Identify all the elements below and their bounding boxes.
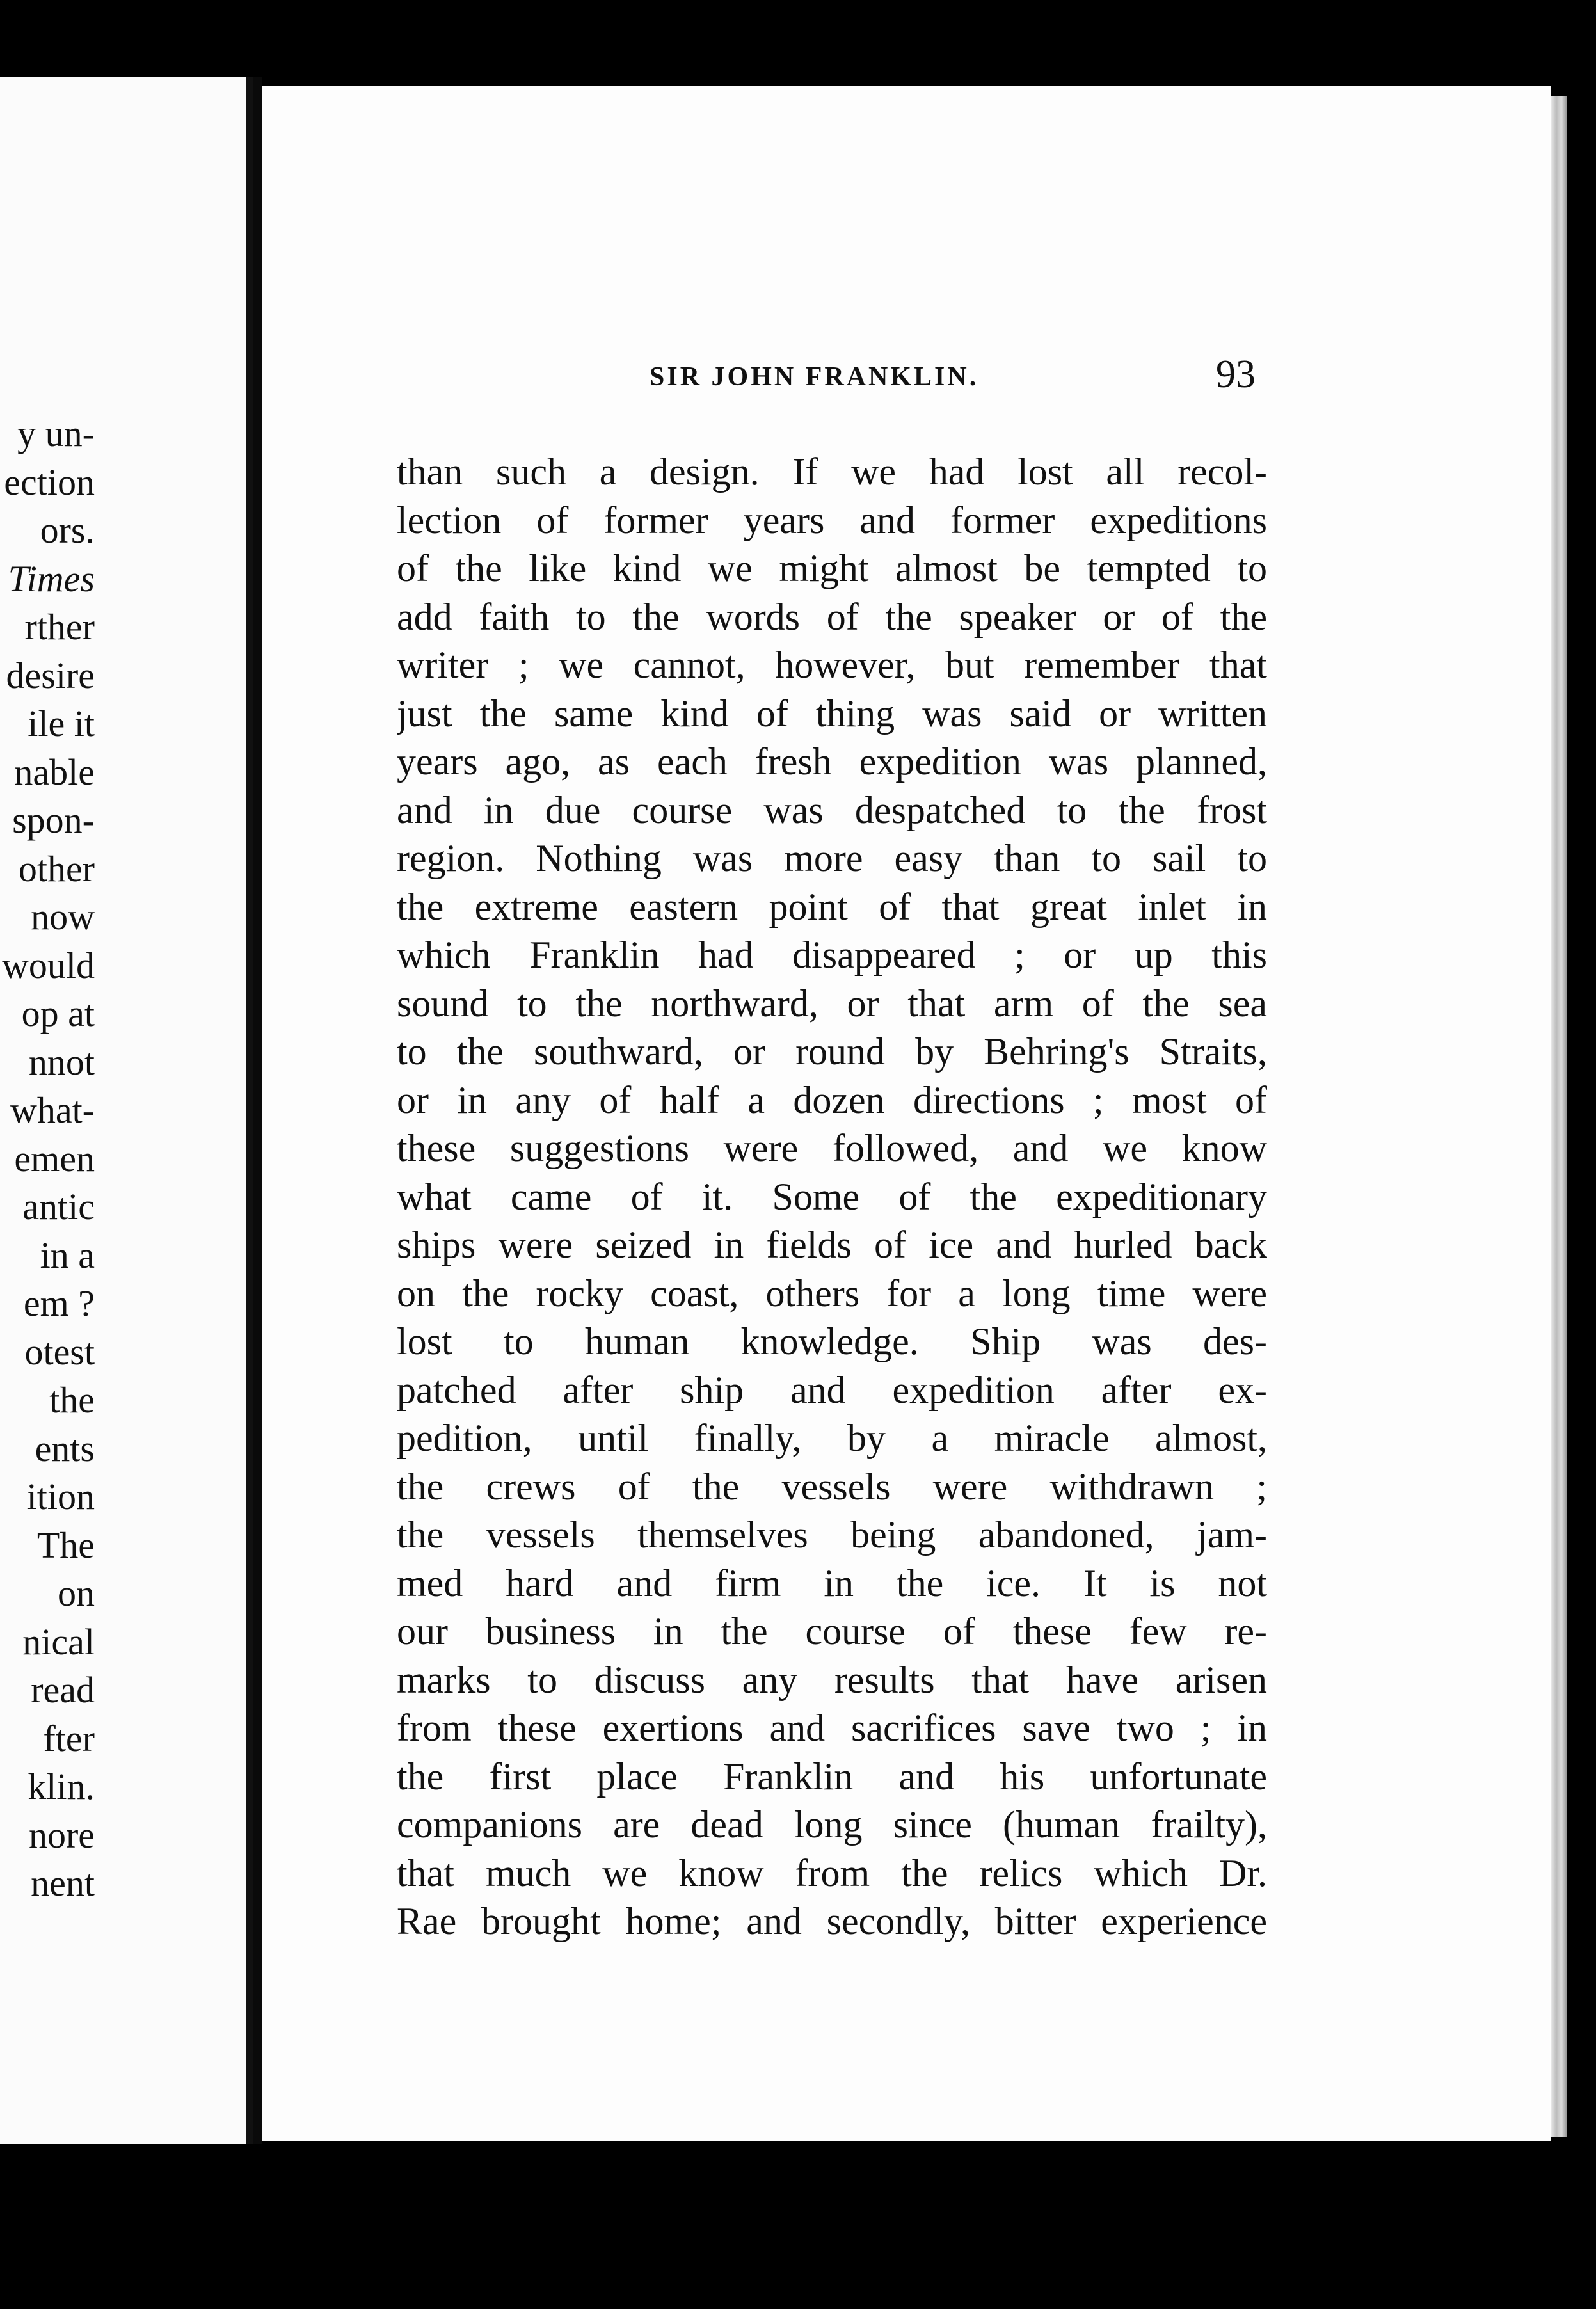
text-line: region. Nothing was more easy than to sail to (397, 837, 1267, 879)
text-line: on the rocky coast, others for a long time were (397, 1272, 1267, 1314)
left-fragment-line: antic (22, 1186, 95, 1227)
left-fragment-line: ition (26, 1476, 95, 1517)
text-line: writer ; we cannot, however, but remember that (397, 644, 1267, 686)
left-fragment-line: other (18, 847, 95, 890)
text-line: lost to human knowledge. Ship was des- (397, 1320, 1267, 1362)
text-line: sound to the northward, or that arm of the sea (397, 982, 1267, 1025)
left-fragment-line: The (36, 1524, 95, 1566)
text-line: the vessels themselves being abandoned, jam- (397, 1514, 1267, 1556)
left-fragment-line: Times (8, 557, 95, 600)
left-fragment-line: nent (31, 1862, 95, 1904)
left-fragment-line: em ? (23, 1282, 95, 1324)
body-text (397, 448, 1267, 1946)
text-line: that much we know from the relics which Dr. (397, 1851, 1267, 1894)
text-line: the crews of the vessels were withdrawn ; (397, 1465, 1267, 1508)
left-fragment-line: fter (43, 1717, 95, 1759)
left-fragment-line: y un- (17, 413, 95, 454)
left-fragment-line: what- (10, 1089, 95, 1131)
text-line: med hard and firm in the ice. It is not (397, 1562, 1267, 1604)
left-fragment-line: op at (21, 993, 95, 1034)
left-fragment-line: read (31, 1669, 95, 1711)
text-line: years ago, as each fresh expedition was planned, (397, 740, 1267, 783)
left-fragment-line: nical (22, 1620, 95, 1663)
left-fragment-line: otest (24, 1330, 95, 1373)
left-fragment-line: spon- (12, 799, 95, 841)
left-fragment-line: ection (4, 461, 95, 503)
left-page (0, 77, 253, 2144)
left-fragment-line: rther (24, 606, 95, 648)
text-line: than such a design. If we had lost all recol- (397, 451, 1267, 493)
left-fragment-line: desire (6, 654, 95, 696)
text-line: Rae brought home; and secondly, bitter experience (397, 1900, 1267, 1942)
text-line: of the like kind we might almost be tempted to (397, 547, 1267, 589)
text-line: marks to discuss any results that have arisen (397, 1658, 1267, 1701)
text-line: the first place Franklin and his unfortunate (397, 1755, 1267, 1798)
text-line: add faith to the words of the speaker or of the (397, 595, 1267, 638)
text-line: to the southward, or round by Behring's Straits, (397, 1030, 1267, 1073)
text-line: ships were seized in fields of ice and hurled back (397, 1224, 1267, 1266)
left-fragment-line: would (2, 944, 95, 986)
text-line: these suggestions were followed, and we know (397, 1127, 1267, 1169)
text-line: and in due course was despatched to the frost (397, 788, 1267, 831)
left-fragment-line: klin. (28, 1766, 95, 1807)
left-fragment-line: ors. (40, 509, 95, 551)
text-line: or in any of half a dozen directions ; most of (397, 1078, 1267, 1121)
page-edge (1551, 96, 1567, 2137)
text-line: what came of it. Some of the expeditionary (397, 1175, 1267, 1218)
book-gutter (253, 77, 262, 2144)
text-line: pedition, until finally, by a miracle almost, (397, 1417, 1267, 1459)
left-fragment-line: on (58, 1572, 95, 1614)
text-line: patched after ship and expedition after ex- (397, 1368, 1267, 1411)
text-line: our business in the course of these few re- (397, 1610, 1267, 1652)
left-fragment-line: emen (14, 1137, 95, 1179)
left-fragment-line: ents (35, 1427, 95, 1469)
text-line: just the same kind of thing was said or written (397, 692, 1267, 735)
left-fragment-line: the (49, 1379, 95, 1421)
left-fragment-line: nable (14, 751, 95, 793)
text-line: the extreme eastern point of that great inlet in (397, 885, 1267, 928)
left-fragment-line: in a (40, 1234, 95, 1276)
text-line: companions are dead long since (human frailty), (397, 1803, 1267, 1846)
left-fragment-line: nnot (28, 1041, 95, 1083)
running-head: SIR JOHN FRANKLIN. (650, 362, 979, 392)
left-fragment-line: now (31, 896, 95, 938)
left-fragment-line: nore (28, 1814, 95, 1856)
page-number: 93 (1216, 353, 1256, 396)
left-fragment-line: ile it (28, 703, 95, 744)
text-line: which Franklin had disappeared ; or up this (397, 934, 1267, 976)
text-line: lection of former years and former expeditions (397, 499, 1267, 541)
text-line: from these exertions and sacrifices save two ; in (397, 1707, 1267, 1749)
